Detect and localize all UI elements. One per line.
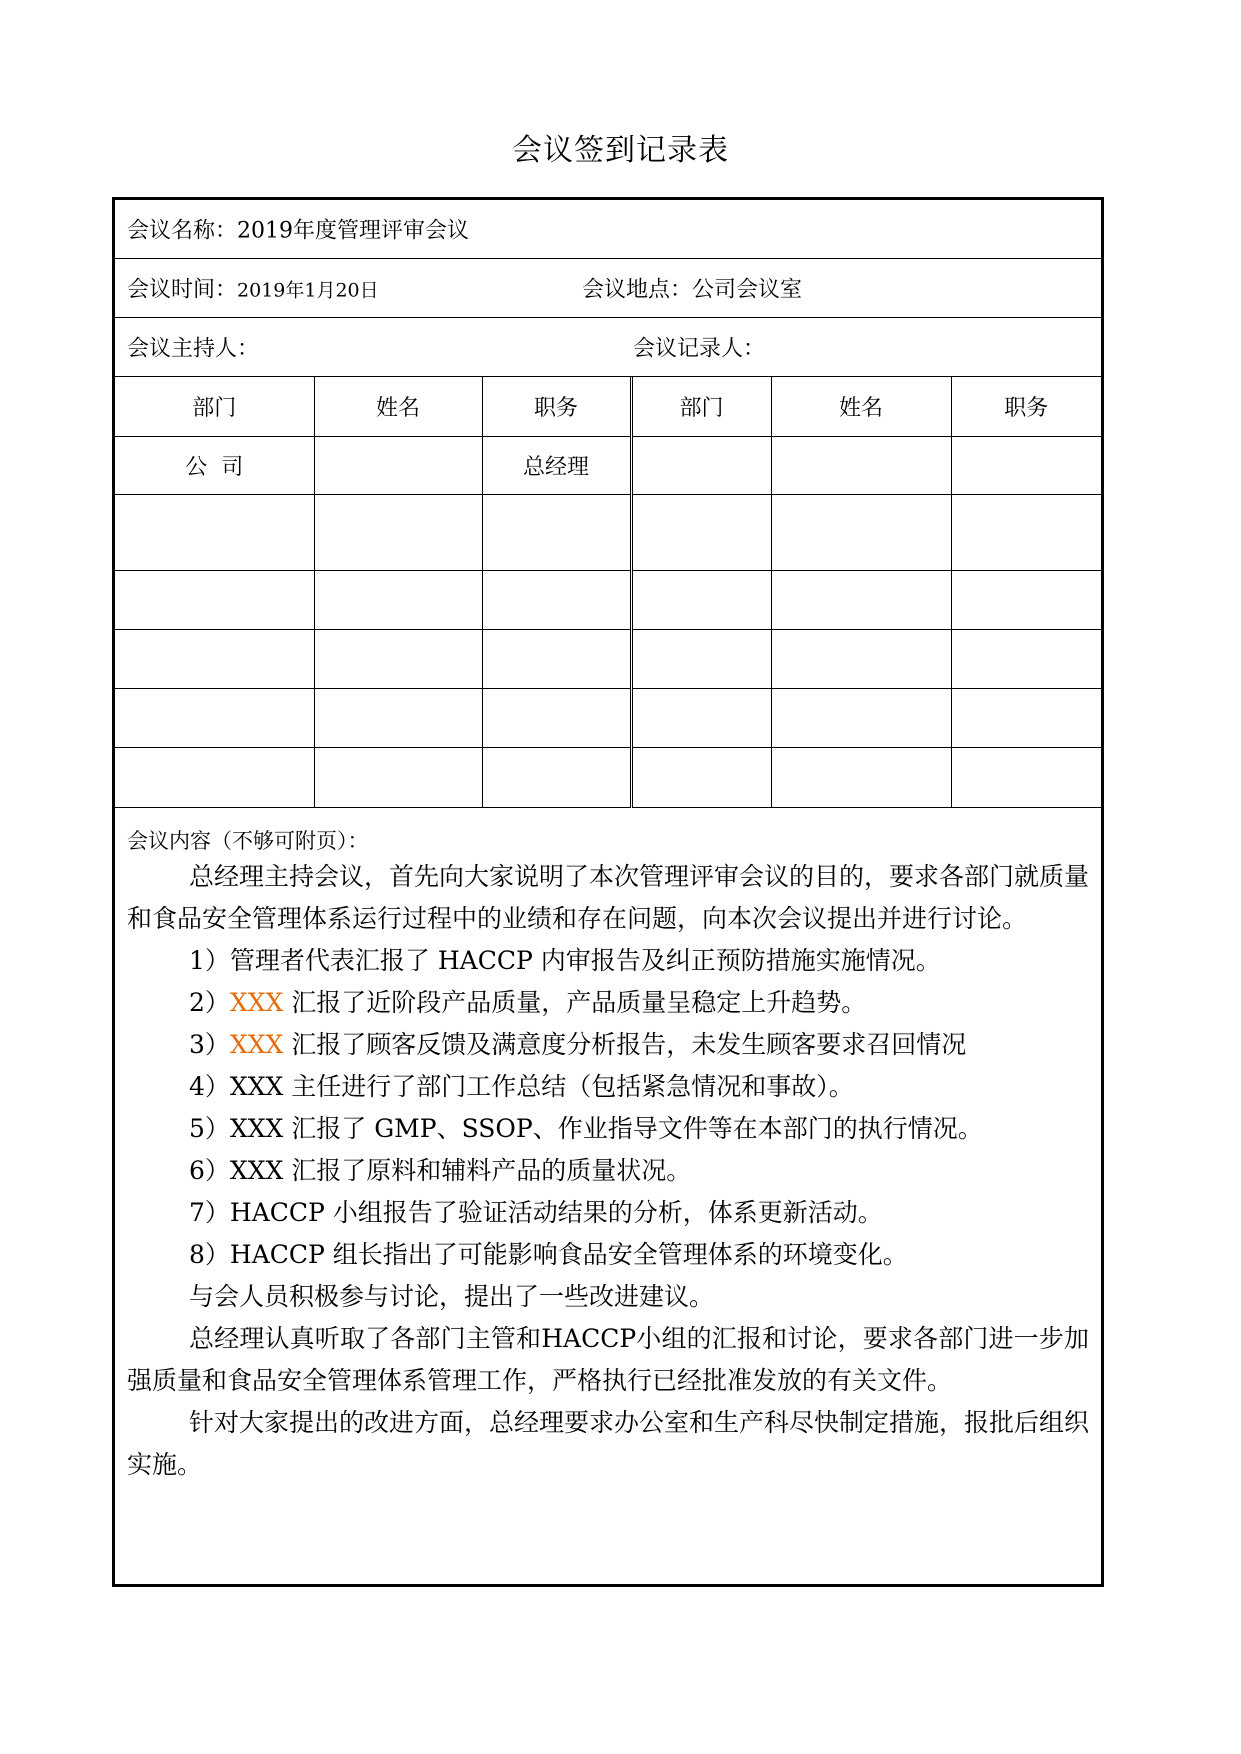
- content-item: [127, 1108, 1089, 1150]
- item-text: HACCP 小组报告了验证活动结果的分析，体系更新活动。: [229, 1198, 883, 1227]
- content-followup: 针对大家提出的改进方面，总经理要求办公室和生产科尽快制定措施，报批后组织实施。: [127, 1408, 1090, 1479]
- header-name: 姓名: [771, 377, 951, 436]
- item-prefix: 2）: [189, 988, 230, 1017]
- cell-name: [771, 570, 951, 629]
- cell-name: [314, 494, 482, 570]
- item-prefix: 1）: [189, 946, 230, 975]
- cell-department: [115, 629, 314, 688]
- meeting-recorder-label: 会议记录人：: [633, 336, 766, 362]
- meeting-name-label: 会议名称：: [127, 218, 238, 244]
- item-text: XXX 主任进行了部门工作总结（包括紧急情况和事故）。: [229, 1072, 854, 1101]
- cell-department: [631, 688, 771, 747]
- meeting-name-row: [115, 200, 1101, 259]
- table-row: [115, 629, 1101, 688]
- item-highlight: XXX: [229, 1030, 284, 1059]
- meeting-time-value: 2019年1月20日: [237, 279, 379, 302]
- record-form: [112, 197, 1104, 1587]
- content-participation: 与会人员积极参与讨论，提出了一些改进建议。: [189, 1282, 715, 1311]
- item-prefix: 7）: [189, 1198, 230, 1227]
- header-name: 姓名: [314, 377, 482, 436]
- meeting-host-recorder-row: [115, 318, 1101, 377]
- content-item: [127, 940, 1089, 982]
- header-department: 部门: [115, 377, 314, 436]
- cell-position: [951, 436, 1101, 494]
- cell-department: [115, 747, 314, 807]
- meeting-place: [582, 273, 802, 304]
- cell-position: [951, 570, 1101, 629]
- attendance-table: [115, 377, 1101, 808]
- meeting-time-place-row: [115, 259, 1101, 318]
- table-row: [115, 436, 1101, 494]
- table-header-row: [115, 377, 1101, 436]
- cell-position: 总经理: [482, 436, 631, 494]
- item-prefix: 8）: [189, 1240, 230, 1269]
- meeting-time: [127, 273, 379, 304]
- item-text: 管理者代表汇报了 HACCP 内审报告及纠正预防措施实施情况。: [229, 946, 941, 975]
- item-text: XXX 汇报了原料和辅料产品的质量状况。: [229, 1156, 692, 1185]
- cell-position: [951, 629, 1101, 688]
- cell-name: [314, 570, 482, 629]
- cell-department: [631, 436, 771, 494]
- item-text: 汇报了近阶段产品质量，产品质量呈稳定上升趋势。: [283, 988, 867, 1017]
- cell-department: [631, 747, 771, 807]
- cell-position: [951, 688, 1101, 747]
- cell-position: [482, 688, 631, 747]
- content-item: [127, 1066, 1089, 1108]
- cell-name: [771, 629, 951, 688]
- cell-position: [951, 494, 1101, 570]
- cell-name: [314, 436, 482, 494]
- page-title: 会议签到记录表: [512, 133, 729, 168]
- item-highlight: XXX: [229, 988, 284, 1017]
- header-position: 职务: [482, 377, 631, 436]
- cell-position: [482, 629, 631, 688]
- header-position: 职务: [951, 377, 1101, 436]
- cell-department: [115, 570, 314, 629]
- meeting-name: [127, 214, 469, 245]
- content-item: [127, 1234, 1089, 1276]
- cell-name: [314, 747, 482, 807]
- meeting-content: [115, 809, 1101, 1486]
- content-item: [127, 1192, 1089, 1234]
- cell-name: [314, 688, 482, 747]
- content-summary: 总经理认真听取了各部门主管和HACCP小组的汇报和讨论，要求各部门进一步加强质量和食品安全管理体系管理工作，严格执行已经批准发放的有关文件。: [127, 1324, 1089, 1395]
- table-row: [115, 494, 1101, 570]
- content-item: [127, 1024, 1089, 1066]
- meeting-name-value: 2019年度管理评审会议: [237, 218, 470, 244]
- table-row: [115, 688, 1101, 747]
- content-item: [127, 982, 1089, 1024]
- content-item: [127, 1150, 1089, 1192]
- cell-department: 公 司: [115, 436, 314, 494]
- item-text: XXX 汇报了 GMP、SSOP、作业指导文件等在本部门的执行情况。: [229, 1114, 983, 1143]
- item-prefix: 4）: [189, 1072, 230, 1101]
- cell-department: [115, 688, 314, 747]
- cell-position: [482, 494, 631, 570]
- cell-position: [951, 747, 1101, 807]
- meeting-place-value: 公司会议室: [692, 277, 803, 303]
- meeting-time-label: 会议时间：: [127, 277, 238, 303]
- cell-department: [115, 494, 314, 570]
- cell-name: [771, 436, 951, 494]
- cell-name: [771, 688, 951, 747]
- item-prefix: 5）: [189, 1114, 230, 1143]
- cell-name: [314, 629, 482, 688]
- cell-name: [771, 494, 951, 570]
- item-text: HACCP 组长指出了可能影响食品安全管理体系的环境变化。: [229, 1240, 908, 1269]
- cell-position: [482, 570, 631, 629]
- table-row: [115, 570, 1101, 629]
- header-department: 部门: [631, 377, 771, 436]
- item-prefix: 6）: [189, 1156, 230, 1185]
- cell-name: [771, 747, 951, 807]
- cell-department: [631, 570, 771, 629]
- content-label: 会议内容（不够可附页）：: [127, 829, 369, 853]
- cell-position: [482, 747, 631, 807]
- cell-department: [631, 629, 771, 688]
- meeting-place-label: 会议地点：: [582, 277, 693, 303]
- cell-department: [631, 494, 771, 570]
- meeting-host-label: 会议主持人：: [127, 336, 260, 362]
- item-text: 汇报了顾客反馈及满意度分析报告，未发生顾客要求召回情况: [283, 1030, 967, 1059]
- item-prefix: 3）: [189, 1030, 230, 1059]
- content-intro: 总经理主持会议，首先向大家说明了本次管理评审会议的目的，要求各部门就质量和食品安全管理体系运行过程中的业绩和存在问题，向本次会议提出并进行讨论。: [127, 862, 1090, 933]
- table-row: [115, 747, 1101, 807]
